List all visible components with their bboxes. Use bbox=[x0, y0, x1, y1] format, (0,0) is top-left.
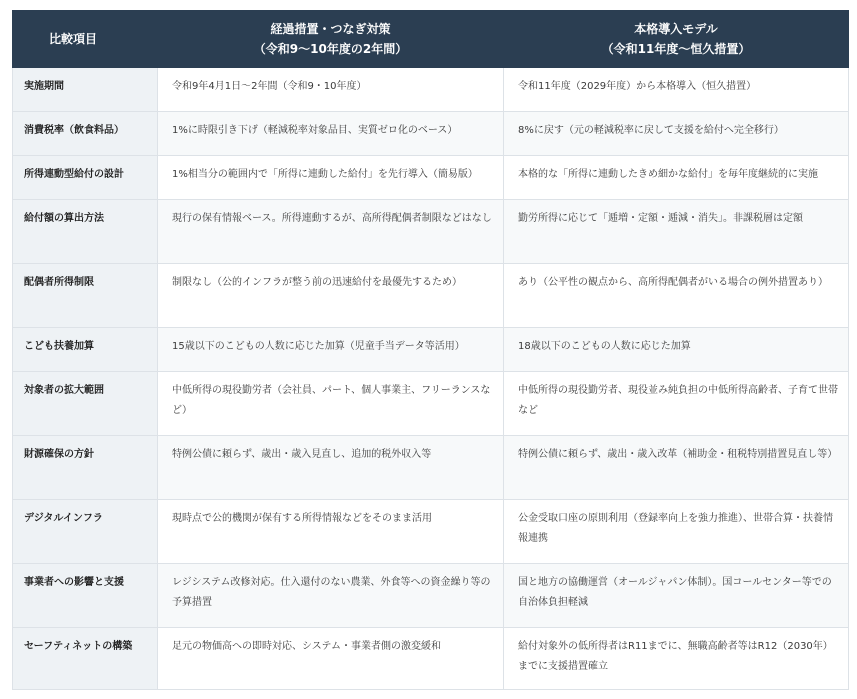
table-row bbox=[13, 500, 849, 564]
transition-cell: 特例公債に頼らず、歳出・歳入見直し、追加的税外収入等 bbox=[158, 436, 504, 500]
row-label: 給付額の算出方法 bbox=[13, 200, 158, 264]
row-label: 対象者の拡大範囲 bbox=[13, 372, 158, 436]
comparison-table-container bbox=[12, 10, 848, 690]
row-label: 配偶者所得制限 bbox=[13, 264, 158, 328]
transition-cell: 令和9年4月1日～2年間（令和9・10年度） bbox=[158, 68, 504, 112]
row-label: 消費税率（飲食料品） bbox=[13, 112, 158, 156]
table-row bbox=[13, 112, 849, 156]
full-model-cell: 勤労所得に応じて「逓増・定額・逓減・消失」。非課税層は定額 bbox=[504, 200, 849, 264]
header-full-model-period: （令和11年度～恒久措置） bbox=[601, 42, 751, 56]
header-transition-period: （令和9～10年度の2年間） bbox=[253, 42, 408, 56]
transition-cell: 1%相当分の範囲内で「所得に連動した給付」を先行導入（簡易版） bbox=[158, 156, 504, 200]
header-row bbox=[13, 11, 849, 68]
transition-cell: 制限なし（公的インフラが整う前の迅速給付を最優先するため） bbox=[158, 264, 504, 328]
table-row bbox=[13, 328, 849, 372]
transition-cell: 足元の物価高への即時対応、システム・事業者側の激変緩和 bbox=[158, 628, 504, 690]
row-label: セーフティネットの構築 bbox=[13, 628, 158, 690]
row-label: デジタルインフラ bbox=[13, 500, 158, 564]
full-model-cell: 8%に戻す（元の軽減税率に戻して支援を給付へ完全移行） bbox=[504, 112, 849, 156]
table-header bbox=[13, 11, 849, 68]
full-model-cell: 公金受取口座の原則利用（登録率向上を強力推進）、世帯合算・扶養情報連携 bbox=[504, 500, 849, 564]
comparison-table bbox=[12, 10, 849, 690]
table-row bbox=[13, 564, 849, 628]
full-model-cell: あり（公平性の観点から、高所得配偶者がいる場合の例外措置あり） bbox=[504, 264, 849, 328]
row-label: 実施期間 bbox=[13, 68, 158, 112]
row-label: 所得連動型給付の設計 bbox=[13, 156, 158, 200]
table-row bbox=[13, 264, 849, 328]
table-row bbox=[13, 156, 849, 200]
table-row bbox=[13, 628, 849, 690]
full-model-cell: 特例公債に頼らず、歳出・歳入改革（補助金・租税特別措置見直し等） bbox=[504, 436, 849, 500]
table-row bbox=[13, 200, 849, 264]
full-model-cell: 18歳以下のこどもの人数に応じた加算 bbox=[504, 328, 849, 372]
row-label: こども扶養加算 bbox=[13, 328, 158, 372]
transition-cell: 現行の保有情報ベース。所得連動するが、高所得配偶者制限などはなし bbox=[158, 200, 504, 264]
transition-cell: 現時点で公的機関が保有する所得情報などをそのまま活用 bbox=[158, 500, 504, 564]
full-model-cell: 国と地方の協働運営（オールジャパン体制）。国コールセンター等での自治体負担軽減 bbox=[504, 564, 849, 628]
header-transition-measures bbox=[158, 11, 504, 68]
header-comparison-item-label: 比較項目 bbox=[49, 32, 98, 46]
transition-cell: 1%に時限引き下げ（軽減税率対象品目、実質ゼロ化のベース） bbox=[158, 112, 504, 156]
full-model-cell: 中低所得の現役勤労者、現役並み純負担の中低所得高齢者、子育て世帯など bbox=[504, 372, 849, 436]
transition-cell: 中低所得の現役勤労者（会社員、パート、個人事業主、フリーランスなど） bbox=[158, 372, 504, 436]
row-label: 財源確保の方針 bbox=[13, 436, 158, 500]
full-model-cell: 本格的な「所得に連動したきめ細かな給付」を毎年度継続的に実施 bbox=[504, 156, 849, 200]
header-full-model-title: 本格導入モデル bbox=[634, 22, 718, 36]
header-full-model bbox=[504, 11, 849, 68]
full-model-cell: 令和11年度（2029年度）から本格導入（恒久措置） bbox=[504, 68, 849, 112]
table-row bbox=[13, 68, 849, 112]
row-label: 事業者への影響と支援 bbox=[13, 564, 158, 628]
header-transition-title: 経過措置・つなぎ対策 bbox=[270, 22, 391, 36]
table-row bbox=[13, 372, 849, 436]
table-row bbox=[13, 436, 849, 500]
transition-cell: 15歳以下のこどもの人数に応じた加算（児童手当データ等活用） bbox=[158, 328, 504, 372]
header-comparison-item bbox=[13, 11, 158, 68]
table-body bbox=[13, 68, 849, 690]
full-model-cell: 給付対象外の低所得者はR11までに、無職高齢者等はR12（2030年）までに支援措置確立 bbox=[504, 628, 849, 690]
transition-cell: レジシステム改修対応。仕入還付のない農業、外食等への資金繰り等の予算措置 bbox=[158, 564, 504, 628]
